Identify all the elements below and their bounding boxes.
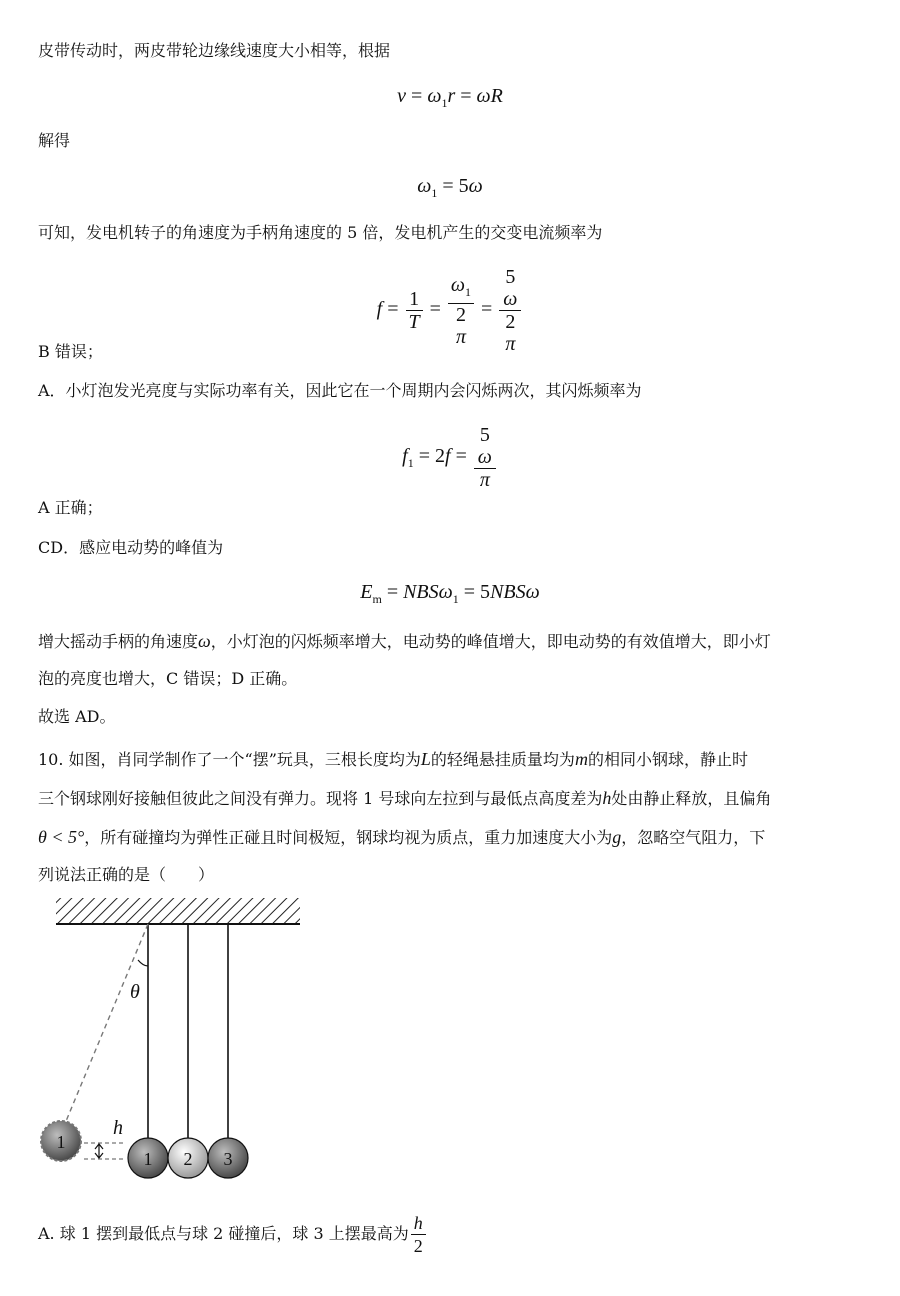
equation-peak-emf: $E_m = NBS\omega_1 = 5NBS\omega$ <box>360 581 540 606</box>
ceiling-hatch <box>56 898 300 924</box>
equation-flicker-frequency: $f_1 = 2f$ = 5 ω π <box>0 424 900 491</box>
equation-omega1: $\omega_1 = 5\omega$ <box>417 175 483 200</box>
h-label: h <box>113 1117 123 1139</box>
text-line-1: 皮带传动时，两皮带轮边缘线速度大小相等，根据 <box>38 41 391 60</box>
question-line-2: 三个钢球刚好接触但彼此之间没有弹力。现将 1 号球向左拉到与最低点高度差为h处由静止释放，且偏角 <box>38 788 772 808</box>
text-line-7: CD．感应电动势的峰值为 <box>38 538 224 557</box>
displaced-string <box>64 924 148 1126</box>
question-line-3: θ < 5°，所有碰撞均为弹性正碰且时间极短，钢球均视为质点，重力加速度大小为g，忽略空气阻力，下 <box>38 827 766 847</box>
ball-2-label: 2 <box>183 1149 193 1169</box>
text-line-10: 故选 AD。 <box>38 707 116 726</box>
equation-velocity: $v = \omega_1r = \omega R$ <box>397 85 503 110</box>
text-line-4: B 错误； <box>38 342 103 361</box>
question-line-4: 列说法正确的是（ ） <box>38 865 215 884</box>
text-line-6: A 正确； <box>38 498 103 517</box>
text-line-8: 增大摇动手柄的角速度ω，小灯泡的闪烁频率增大，电动势的峰值增大，即电动势的有效值增大，即小灯 <box>38 631 771 651</box>
text-line-5: A．小灯泡发光亮度与实际功率有关，因此它在一个周期内会闪烁两次，其闪烁频率为 <box>38 381 642 400</box>
option-a: A. 球 1 摆到最低点与球 2 碰撞后，球 3 上摆最高为 $\frac{h}{2}$ <box>38 1212 428 1257</box>
ball-1-displaced-label: 1 <box>56 1132 66 1152</box>
text-line-3: 可知，发电机转子的角速度为手柄角速度的 5 倍，发电机产生的交变电流频率为 <box>38 223 603 242</box>
equation-frequency: f = $\frac{1}{T}$ = $\omega_1$ 2 π = 5 ω 2 π <box>0 266 900 355</box>
theta-arc <box>138 960 148 966</box>
ball-1-label: 1 <box>143 1149 153 1169</box>
ball-3-label: 3 <box>223 1149 233 1169</box>
question-line-1: 10. 如图，肖同学制作了一个“摆”玩具，三根长度均为L的轻绳悬挂质量均为m的相同小钢球，静止时 <box>38 749 748 769</box>
text-line-2: 解得 <box>38 131 71 150</box>
text-line-9: 泡的亮度也增大，C 错误；D 正确。 <box>38 669 298 688</box>
pendulum-figure <box>0 890 340 1190</box>
theta-label: θ <box>130 981 140 1003</box>
